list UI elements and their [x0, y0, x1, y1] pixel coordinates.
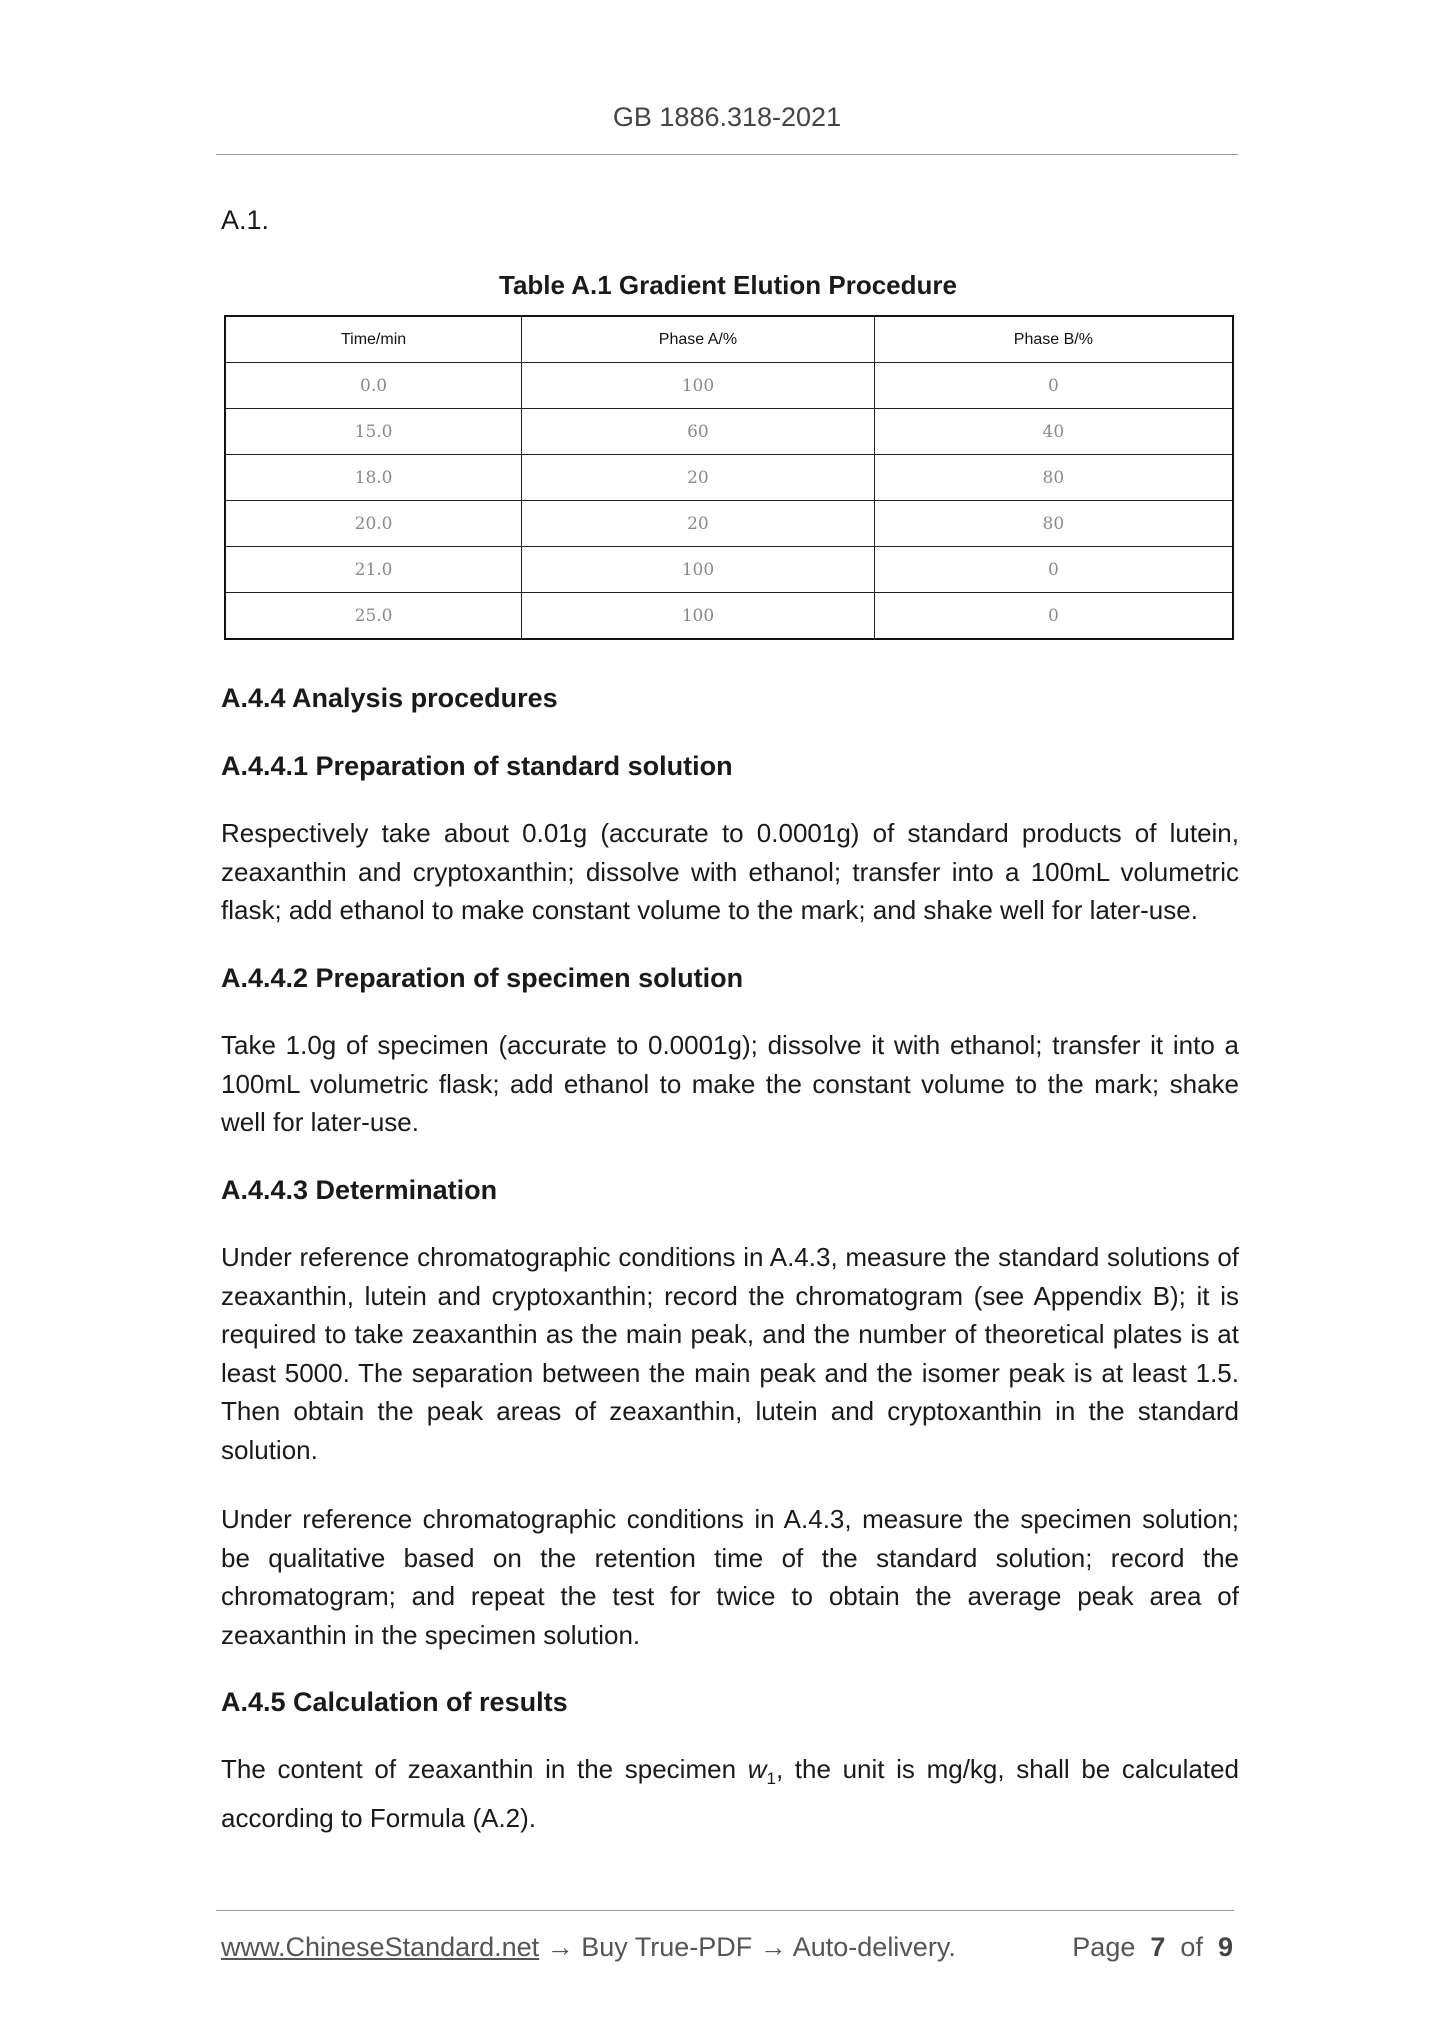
calculation-text-before: The content of zeaxanthin in the specimen — [221, 1754, 748, 1784]
footer-tagline: → Buy True-PDF → Auto-delivery. — [539, 1932, 956, 1962]
section-heading-a441: A.4.4.1 Preparation of standard solution — [221, 751, 733, 781]
section-heading-a443: A.4.4.3 Determination — [221, 1175, 498, 1205]
table-title: Table A.1 Gradient Elution Procedure — [499, 270, 957, 300]
website-link[interactable]: www.ChineseStandard.net — [221, 1932, 540, 1962]
table-cell: 21.0 — [225, 547, 522, 593]
calculation-text-after: , the unit is mg/kg, shall be calculated according to Formula (A.2). — [221, 1754, 1239, 1833]
table-row — [225, 501, 1233, 547]
column-header-time: Time/min — [225, 316, 522, 363]
table-cell: 20 — [522, 455, 875, 501]
table-row — [225, 547, 1233, 593]
symbol-w: w — [747, 1754, 767, 1784]
table-row — [225, 363, 1233, 409]
table-row — [225, 409, 1233, 455]
table-cell: 40 — [874, 409, 1233, 455]
page-footer — [221, 1932, 1233, 1963]
table-cell: 20.0 — [225, 501, 522, 547]
table-cell: 15.0 — [225, 409, 522, 455]
paragraph-standard-solution: Respectively take about 0.01g (accurate to 0.0001g) of standard products of lutein, zeaxanthin and cryptoxanthin; dissolve with ethanol; transfer into a 100mL volumetric flask; add ethanol to make constant volume to the mark; and shake well for later-use. — [221, 818, 1239, 925]
table-cell: 0 — [874, 363, 1233, 409]
table-cell: 80 — [874, 455, 1233, 501]
paragraph-calculation — [221, 1750, 1239, 1837]
section-heading-a45: A.4.5 Calculation of results — [221, 1687, 568, 1717]
paragraph-specimen-solution: Take 1.0g of specimen (accurate to 0.0001g); dissolve it with ethanol; transfer it into a 100mL volumetric flask; add ethanol to make the constant volume to the mark; shake well for later-use. — [221, 1030, 1239, 1137]
section-heading-a44: A.4.4 Analysis procedures — [221, 683, 558, 713]
document-header: GB 1886.318-2021 — [612, 102, 842, 132]
table-cell: 80 — [874, 501, 1233, 547]
section-heading-a442: A.4.4.2 Preparation of specimen solution — [221, 963, 744, 993]
table-cell: 60 — [522, 409, 875, 455]
table-cell: 0 — [874, 593, 1233, 640]
page-label: Page — [1072, 1932, 1136, 1962]
table-row — [225, 593, 1233, 640]
table-cell: 0 — [874, 547, 1233, 593]
lead-in-text: A.1. — [221, 205, 270, 235]
page-number — [1072, 1932, 1233, 1963]
table-cell: 100 — [522, 593, 875, 640]
page-total: 9 — [1217, 1932, 1233, 1962]
table-cell: 0.0 — [225, 363, 522, 409]
table-cell: 100 — [522, 363, 875, 409]
table-cell: 20 — [522, 501, 875, 547]
footer-divider — [216, 1910, 1234, 1911]
header-divider — [216, 154, 1238, 155]
page-of: of — [1180, 1932, 1203, 1962]
table-cell: 100 — [522, 547, 875, 593]
paragraph-determination-standard: Under reference chromatographic conditions in A.4.3, measure the standard solutions of zeaxanthin, lutein and cryptoxanthin; record the chromatogram (see Appendix B); it is required to take zeaxanthin as the main peak, and the number of theoretical plates is at least 5000. The separation between the main peak and the isomer peak is at least 1.5. Then obtain the peak areas of zeaxanthin, lutein and cryptoxanthin in the standard solution. — [221, 1242, 1239, 1465]
paragraph-determination-specimen: Under reference chromatographic conditions in A.4.3, measure the specimen solution; be qualitative based on the retention time of the standard solution; record the chromatogram; and repeat the test for twice to obtain the average peak area of zeaxanthin in the specimen solution. — [221, 1504, 1239, 1650]
table-cell: 18.0 — [225, 455, 522, 501]
column-header-phase-b: Phase B/% — [874, 316, 1233, 363]
column-header-phase-a: Phase A/% — [522, 316, 875, 363]
symbol-subscript: 1 — [766, 1769, 776, 1789]
table-row — [225, 455, 1233, 501]
table-cell: 25.0 — [225, 593, 522, 640]
table-header-row — [225, 316, 1233, 363]
page-current: 7 — [1150, 1932, 1166, 1962]
gradient-elution-table — [224, 315, 1234, 640]
